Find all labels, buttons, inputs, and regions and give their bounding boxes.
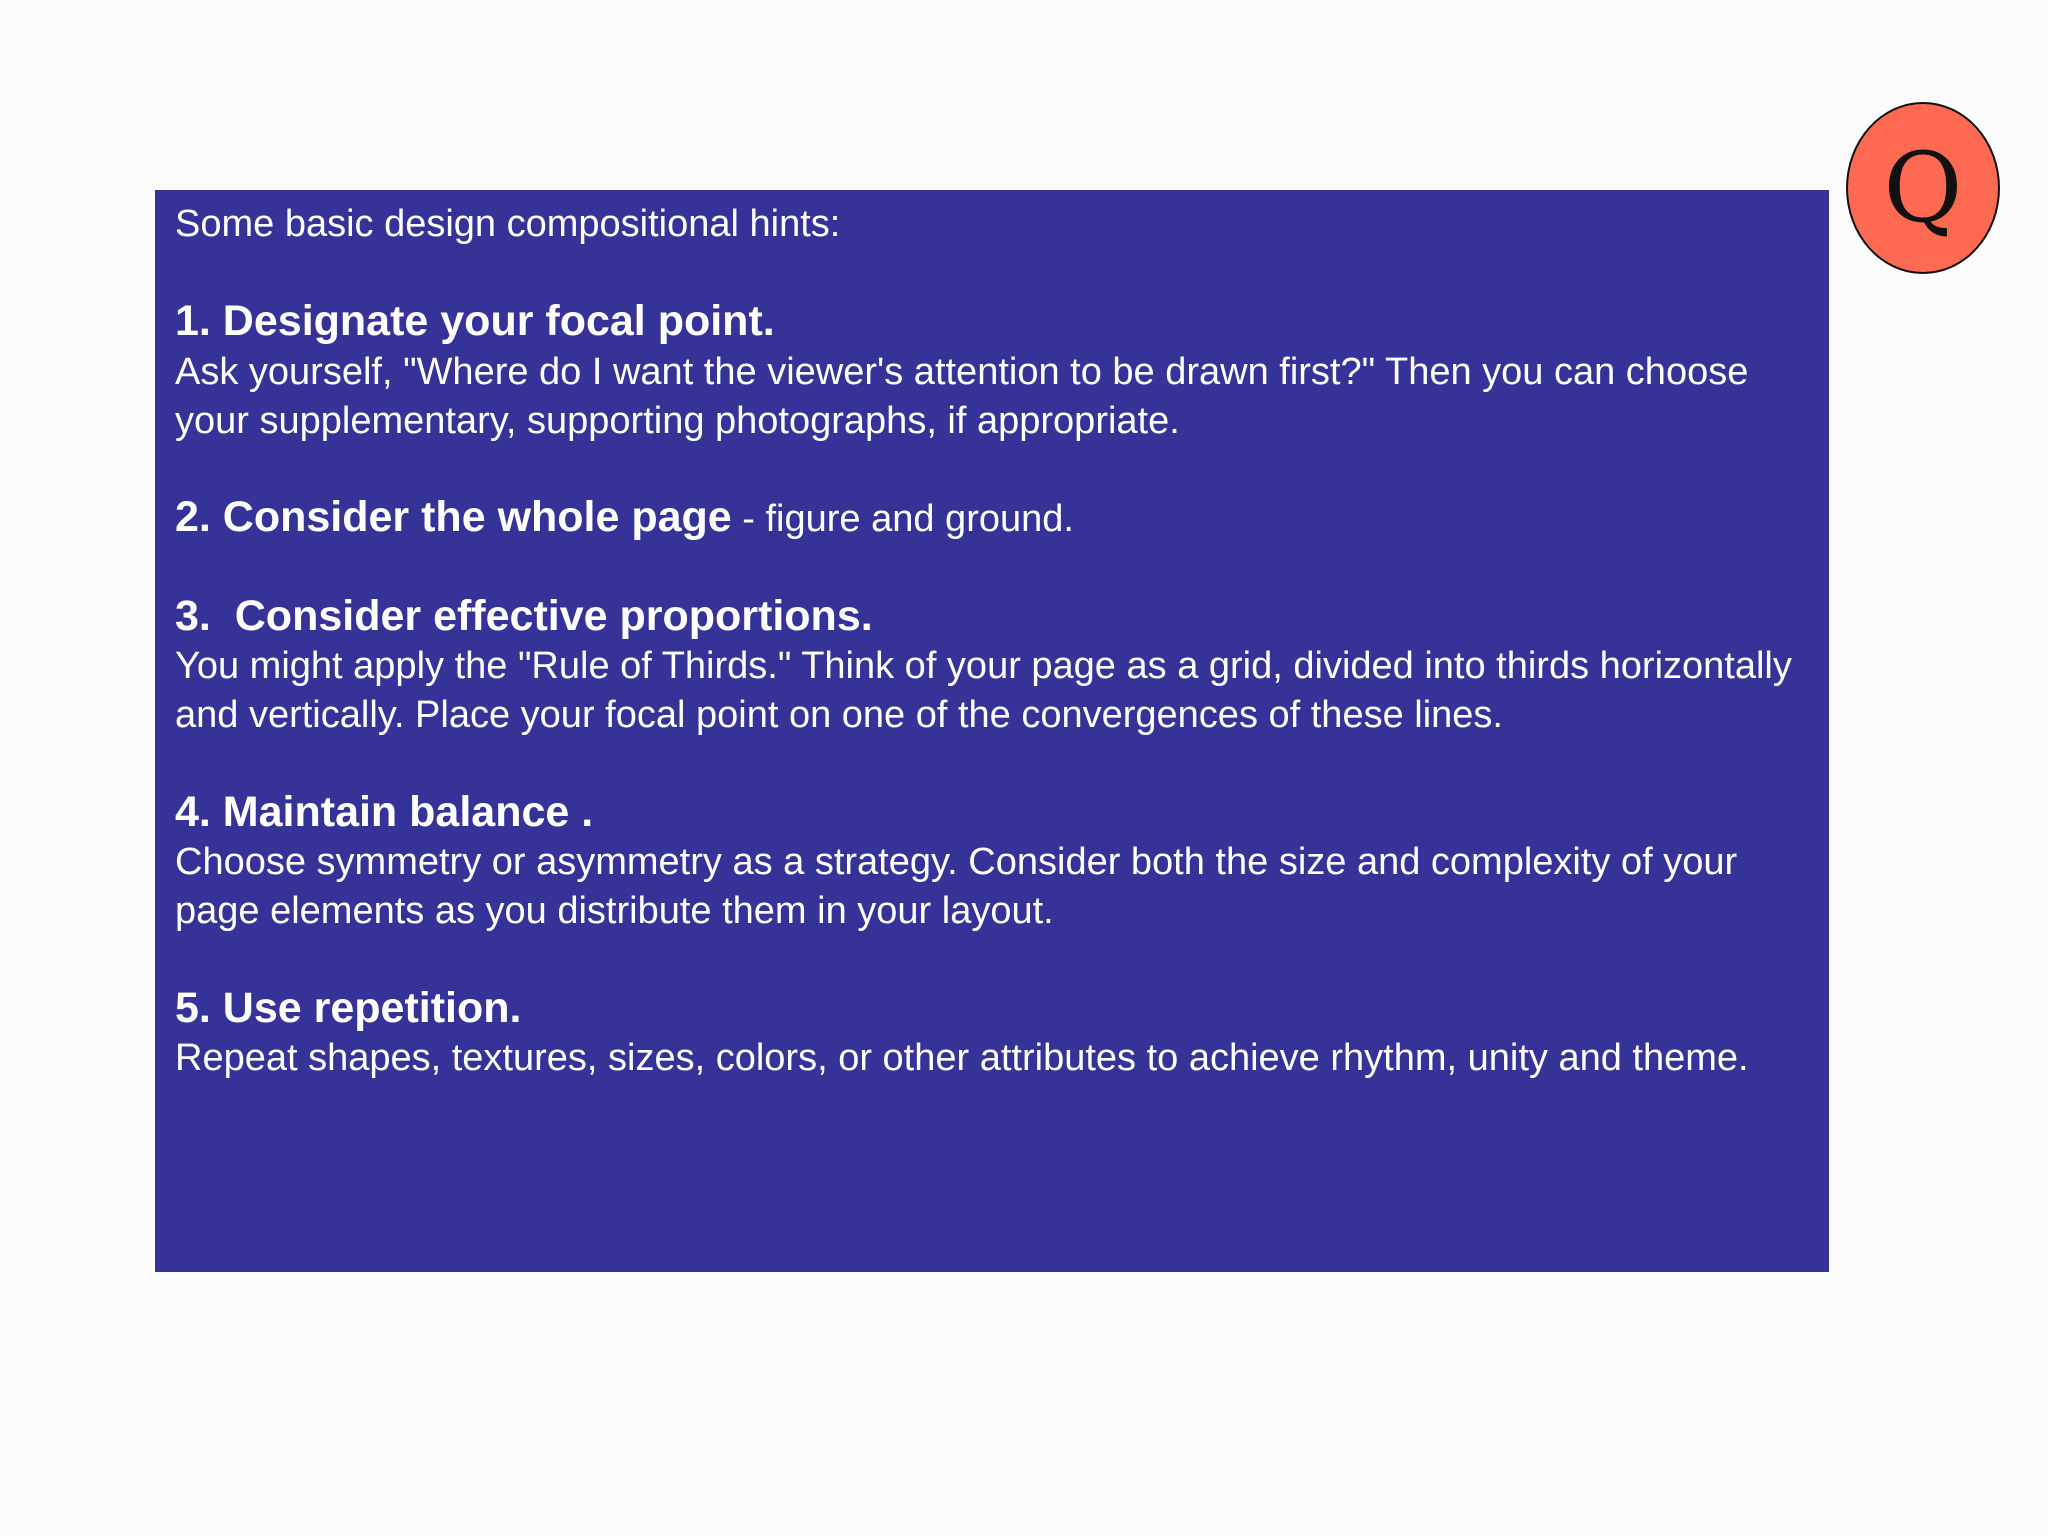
hint-title: 4. Maintain balance . — [175, 787, 594, 836]
hint-body: Choose symmetry or asymmetry as a strategy. Consider both the size and complexity of your page elements as you distribute them in your layout. — [175, 841, 1738, 932]
hint-whole-page — [175, 492, 1809, 544]
hint-balance — [175, 787, 1809, 936]
q-badge-letter: Q — [1883, 132, 1963, 244]
hint-title: 5. Use repetition. — [175, 983, 522, 1032]
hint-body: You might apply the "Rule of Thirds." Think of your page as a grid, divided into thirds horizontally and vertically. Place your focal point on one of the convergences of these lines. — [175, 645, 1792, 737]
hint-body: Repeat shapes, textures, sizes, colors, or other attributes to achieve rhythm, unity and theme. — [175, 1037, 1749, 1080]
hint-title: 3. Consider effective proportions. — [175, 591, 873, 640]
hint-title: 1. Designate your focal point. — [175, 297, 775, 346]
hint-proportions — [175, 591, 1809, 740]
hint-body: Ask yourself, "Where do I want the viewer's attention to be drawn first?" Then you can choose your supplementary, supporting photographs, if appropriate. — [175, 350, 1749, 442]
hint-repetition — [175, 983, 1809, 1083]
q-badge-icon — [1846, 102, 2000, 274]
hint-title-line — [175, 492, 1809, 544]
hint-inline-text: - figure and ground. — [731, 498, 1074, 541]
hints-panel — [155, 190, 1829, 1272]
slide-intro: Some basic design compositional hints: — [175, 203, 841, 245]
hint-title: 2. Consider the whole page — [175, 493, 732, 542]
hint-focal-point — [175, 296, 1809, 445]
